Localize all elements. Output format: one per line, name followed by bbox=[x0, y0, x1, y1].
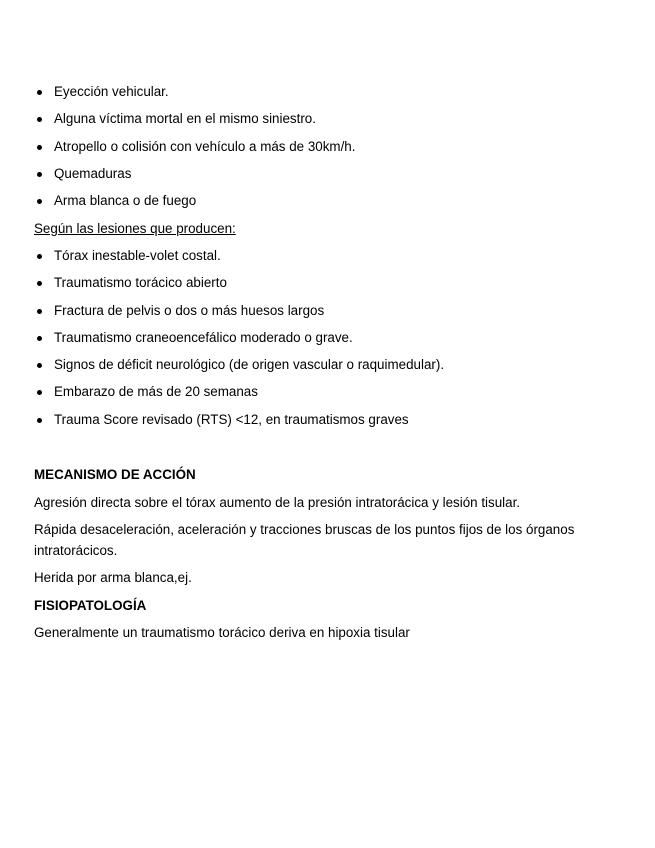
list-item-text: Fractura de pelvis o dos o más huesos largos bbox=[54, 302, 325, 318]
bullet-icon bbox=[37, 418, 42, 423]
list-item bbox=[0, 412, 655, 439]
list-item-text: Arma blanca o de fuego bbox=[54, 193, 197, 209]
list-item bbox=[0, 166, 655, 193]
bullet-icon bbox=[37, 90, 42, 95]
list-item-text: Traumatismo torácico abierto bbox=[54, 275, 227, 291]
bullet-icon bbox=[37, 145, 42, 150]
list-item bbox=[0, 193, 655, 220]
bullet-icon bbox=[37, 363, 42, 368]
lesions-subheading: Según las lesiones que producen: bbox=[34, 221, 236, 236]
list-item bbox=[0, 303, 655, 330]
list-item-text: Trauma Score revisado (RTS) <12, en traumatismos graves bbox=[54, 411, 409, 427]
list-item-text: Atropello o colisión con vehículo a más de 30km/h. bbox=[54, 138, 356, 154]
mechanism-paragraph: Rápida desaceleración, aceleración y tracciones bruscas de los puntos fijos de los órganos intratorácicos. bbox=[34, 522, 575, 558]
bullet-icon bbox=[37, 172, 42, 177]
mechanism-heading: MECANISMO DE ACCIÓN bbox=[34, 467, 196, 482]
list-item bbox=[0, 84, 655, 111]
mechanism-paragraph: Herida por arma blanca,ej. bbox=[34, 570, 192, 585]
criteria-list-lesions bbox=[0, 248, 655, 439]
bullet-icon bbox=[37, 390, 42, 395]
bullet-icon bbox=[37, 117, 42, 122]
list-item bbox=[0, 111, 655, 138]
list-item bbox=[0, 384, 655, 411]
list-item bbox=[0, 275, 655, 302]
physiopathology-paragraph: Generalmente un traumatismo torácico deriva en hipoxia tisular bbox=[34, 625, 410, 640]
bullet-icon bbox=[37, 199, 42, 204]
list-item-text: Tórax inestable-volet costal. bbox=[54, 248, 221, 263]
list-item-text: Eyección vehicular. bbox=[54, 84, 169, 99]
physiopathology-heading: FISIOPATOLOGÍA bbox=[34, 598, 147, 613]
mechanism-paragraph: Agresión directa sobre el tórax aumento de la presión intratorácica y lesión tisular. bbox=[34, 495, 521, 510]
list-item bbox=[0, 357, 655, 384]
list-item bbox=[0, 330, 655, 357]
bullet-icon bbox=[37, 254, 42, 259]
list-item-text: Signos de déficit neurológico (de origen vascular o raquimedular). bbox=[54, 357, 445, 373]
bullet-icon bbox=[37, 309, 42, 314]
list-item-text: Quemaduras bbox=[54, 165, 132, 181]
list-item-text: Embarazo de más de 20 semanas bbox=[54, 384, 258, 400]
bullet-icon bbox=[37, 336, 42, 341]
list-item bbox=[0, 248, 655, 275]
list-item bbox=[0, 139, 655, 166]
bullet-icon bbox=[37, 281, 42, 286]
list-item-text: Traumatismo craneoencefálico moderado o grave. bbox=[54, 329, 353, 345]
criteria-list-mechanism bbox=[0, 84, 655, 220]
list-item-text: Alguna víctima mortal en el mismo siniestro. bbox=[54, 111, 316, 127]
